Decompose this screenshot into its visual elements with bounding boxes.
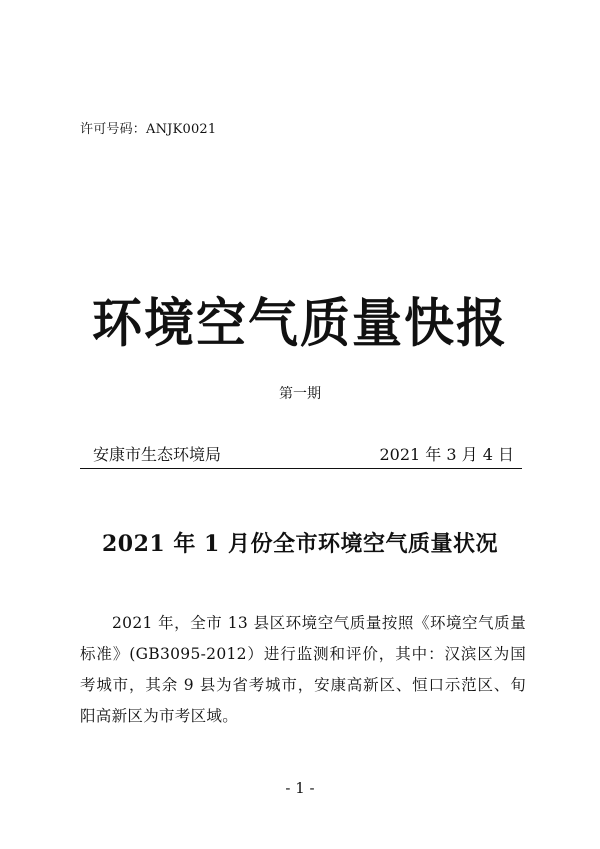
license-number: 许可号码：ANJK0021	[80, 122, 217, 137]
issue-date: 2021 年 3 月 4 日	[379, 445, 514, 464]
page-number: - 1 -	[285, 779, 315, 797]
report-title: 环境空气质量快报	[92, 291, 508, 354]
masthead-row	[80, 442, 522, 466]
section-title: 2021 年 1 月份全市环境空气质量状况	[101, 531, 499, 557]
masthead-divider	[80, 468, 522, 469]
body-paragraph: 2021 年，全市 13 县区环境空气质量按照《环境空气质量标准》(GB3095-2012）进行监测和评价，其中：汉滨区为国考城市，其余 9 县为省考城市，安康高新区、恒口示范区、旬阳高新区为市考区域。	[80, 614, 526, 725]
issuing-agency: 安康市生态环境局	[93, 445, 222, 464]
issue-number: 第一期	[279, 386, 321, 402]
